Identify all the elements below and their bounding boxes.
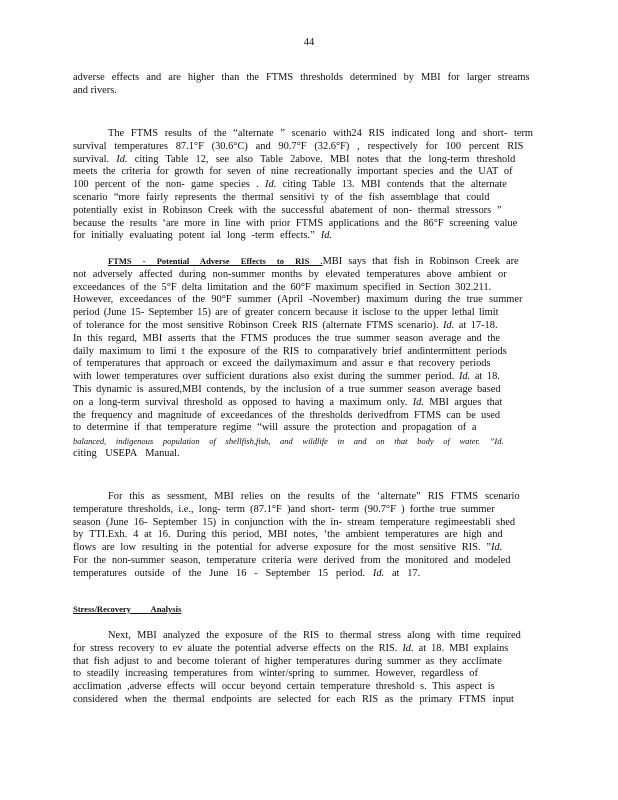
text-line: temperature thresholds, i.e., long- term (87.1°F )and short- term (90.7°F ) forthe true summer: [73, 503, 495, 515]
text-line: scenario “more fairly represents the thermal sensitivi ty of the fish assemblage that could: [73, 191, 490, 203]
paragraph-assessment: [73, 491, 533, 581]
text-line: of tolerance for the most sensitive Robinson Creek RIS (alternate FTMS scenario). Id. at 17-18.: [73, 319, 498, 331]
inline-heading: FTMS - Potential Adverse Effects to RIS .: [108, 256, 323, 266]
page-number: 44: [303, 37, 315, 48]
text-line: for stress recovery to ev aluate the potential adverse effects on the RIS. Id. at 18. MBI explains: [73, 642, 509, 654]
text-line: meets the criteria for growth for seven of nine recreationally important species and the UAT of: [73, 166, 513, 178]
text-line: of temperatures that approach or exceed the dailymaximum and assur e that recovery periods: [73, 358, 491, 370]
text-line: adverse effects and are higher than the FTMS thresholds determined by MBI for larger streams: [73, 72, 530, 83]
text-line: exceedances of the 5°F delta limitation and the 60°F maximum specified in Section 302.211.: [73, 281, 492, 293]
text-line: and rivers.: [73, 84, 117, 96]
text-line: for initially evaluating potent ial long -term effects.” Id.: [73, 230, 333, 242]
text-line: on a long-term survival threshold as opposed to having a maximum only. Id. MBI argues that: [73, 396, 503, 408]
text-line: to determine if that temperature regime “will assure the protection and propagation of a: [73, 422, 477, 434]
paragraph-potential-adverse-effects: [73, 255, 533, 461]
text-line: This dynamic is assured,MBI contends, by the inclusion of a true summer season average based: [73, 383, 501, 395]
text-line: 100 percent of the non- game species . Id. citing Table 13. MBI contends that the alternate: [73, 179, 507, 191]
text-line: with lower temperatures over sufficient durations also exist during the summer period. Id. at 18.: [73, 371, 500, 383]
text-line: For this as sessment, MBI relies on the results of the ‘alternate” RIS FTMS scenario: [108, 491, 520, 502]
text-line: In this regard, MBI asserts that the FTMS produces the true summer season average and the: [73, 332, 501, 344]
text-line: The FTMS results of the “alternate ” scenario with24 RIS indicated long and short- term: [108, 128, 534, 139]
text-line: to steadily increasing temperatures from winter/spring to summer. However, regardless of: [73, 668, 478, 680]
text-line: survival temperatures 87.1°F (30.6°C) and 90.7°F (32.6°F) , respectively for 100 percent RIS: [73, 140, 524, 152]
text-line: survival. Id. citing Table 12, see also Table 2above. MBI notes that the long-term threshold: [73, 153, 516, 165]
text-line: that fish adjust to and become tolerant of higher temperatures during summer as they acclimate: [73, 655, 502, 667]
text-line-remainder: MBI says that fish in Robinson Creek are: [322, 256, 519, 267]
paragraph-alternate-scenario: [73, 128, 533, 243]
text-line: acclimation ,adverse effects will occur beyond certain temperature threshold s. This aspect is: [73, 681, 495, 693]
text-line: For the non-summer season, temperature criteria were derived from the monitored and modeled: [73, 554, 511, 566]
text-line: because the results ‘are more in line with prior FTMS applications and the 86°F screening value: [73, 217, 518, 229]
text-line: flows are low resulting in the potential for adverse exposure for the most sensitive RIS. ”Id.: [73, 542, 503, 554]
section-heading-stress-recovery: Stress/Recovery Analysis: [73, 604, 182, 614]
text-line: However, exceedances of the 90°F summer (April -November) maximum during the true summer: [73, 294, 523, 306]
text-line: [73, 255, 533, 269]
text-line: not adversely affected during non-summer months by elevated temperatures above ambient or: [73, 268, 507, 280]
text-line-quote: balanced, indigenous population of shellfish,fish, and wildlife in and on that body of water. ”Id.: [73, 436, 504, 447]
paragraph-continuation: [73, 72, 533, 98]
text-line: period (June 15- September 15) are of greater concern because it isclose to the upper lethal limit: [73, 307, 499, 319]
text-line: considered when the thermal endpoints are selected for each RIS as the primary FTMS input: [73, 693, 514, 705]
text-line: by TTI.Exh. 4 at 16. During this period, MBI notes, ‘the ambient temperatures are high and: [73, 529, 503, 541]
text-line: Next, MBI analyzed the exposure of the RIS to thermal stress along with time required: [108, 630, 521, 641]
text-line: temperatures outside of the June 16 - September 15 period. Id. at 17.: [73, 567, 421, 579]
text-line: daily maximum to limi t the exposure of the RIS to comparatively brief andintermittent periods: [73, 345, 507, 357]
paragraph-stress-recovery: [73, 630, 533, 707]
text-line: potentially exist in Robinson Creek with the successful abatement of non- thermal stressors ”: [73, 204, 502, 216]
text-line: citing USEPA Manual.: [73, 447, 180, 459]
text-line: the frequency and magnitude of exceedances of the thresholds derivedfrom FTMS can be used: [73, 409, 501, 421]
text-line: season (June 16- September 15) in conjunction with the in- stream temperature regimeestabli shed: [73, 516, 516, 528]
